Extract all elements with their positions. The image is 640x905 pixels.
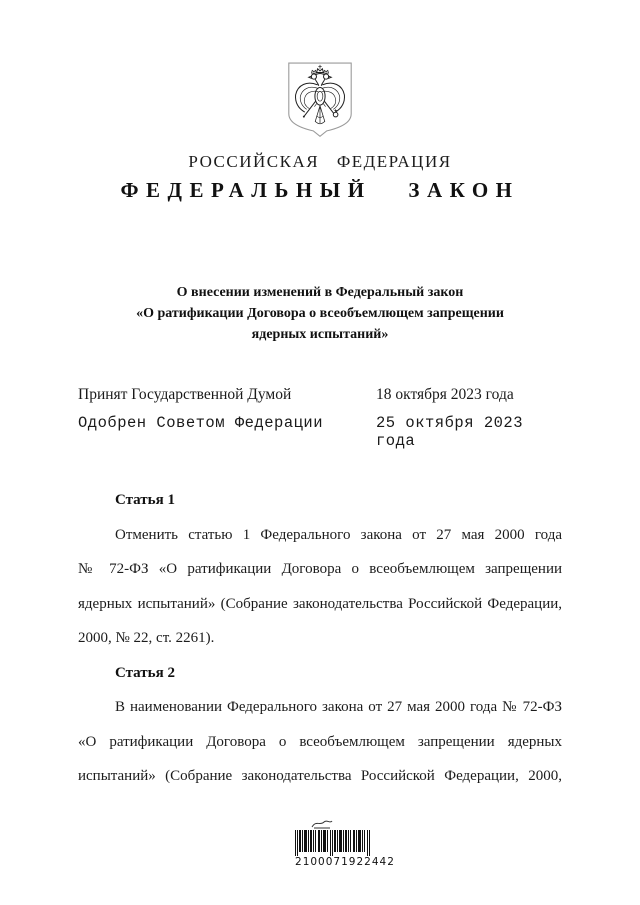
coat-of-arms-russia-icon bbox=[286, 61, 354, 139]
article-1-line: № 72-ФЗ «О ратификации Договора о всеобъемлющем запрещении bbox=[78, 561, 562, 577]
law-title-line-3: ядерных испытаний» bbox=[251, 327, 389, 342]
barcode-digit-group: 92244 bbox=[348, 856, 388, 868]
article-2-line: В наименовании Федерального закона от 27 мая 2000 года № 72-ФЗ bbox=[115, 699, 562, 715]
approved-date: 25 октября 2023 года bbox=[376, 414, 524, 450]
barcode-digit-group: 2 bbox=[387, 856, 395, 868]
article-1-heading: Статья 1 bbox=[115, 492, 175, 508]
adoption-block bbox=[78, 386, 562, 450]
approved-row bbox=[78, 414, 562, 450]
article-1-line: Отменить статью 1 Федерального закона от 27 мая 2000 года bbox=[115, 526, 562, 543]
article-1-line: ядерных испытаний» (Собрание законодательства Российской Федерации, bbox=[78, 595, 562, 612]
barcode-bars bbox=[295, 830, 373, 856]
article-2-line: «О ратификации Договора о всеобъемлющем запрещении ядерных bbox=[78, 733, 562, 750]
passed-date: 18 октября 2023 года bbox=[376, 386, 514, 403]
article-2-heading: Статья 2 bbox=[115, 664, 175, 681]
barcode-digit-group: 2 bbox=[295, 856, 303, 868]
publisher-mark-icon bbox=[309, 818, 335, 829]
document-type-heading: ФЕДЕРАЛЬНЫЙ ЗАКОН bbox=[120, 178, 520, 202]
approved-by-council-label: Одобрен Советом Федерации bbox=[78, 414, 324, 432]
article-2-line: испытаний» (Собрание законодательства Российской Федерации, 2000, bbox=[78, 768, 562, 784]
barcode-digit-group: 100071 bbox=[302, 856, 349, 868]
article-1-line: 2000, № 22, ст. 2261). bbox=[78, 630, 215, 646]
country-name: РОССИЙСКАЯ ФЕДЕРАЦИЯ bbox=[188, 152, 452, 171]
law-title-line-1: О внесении изменений в Федеральный закон bbox=[176, 285, 464, 300]
passed-row bbox=[78, 386, 562, 414]
passed-by-duma-label: Принят Государственной Думой bbox=[78, 386, 292, 403]
barcode bbox=[295, 818, 395, 868]
law-title-line-2: «О ратификации Договора о всеобъемлющем запрещении bbox=[136, 306, 504, 321]
law-body bbox=[78, 483, 562, 794]
law-title bbox=[78, 282, 562, 345]
barcode-digits bbox=[295, 856, 395, 868]
